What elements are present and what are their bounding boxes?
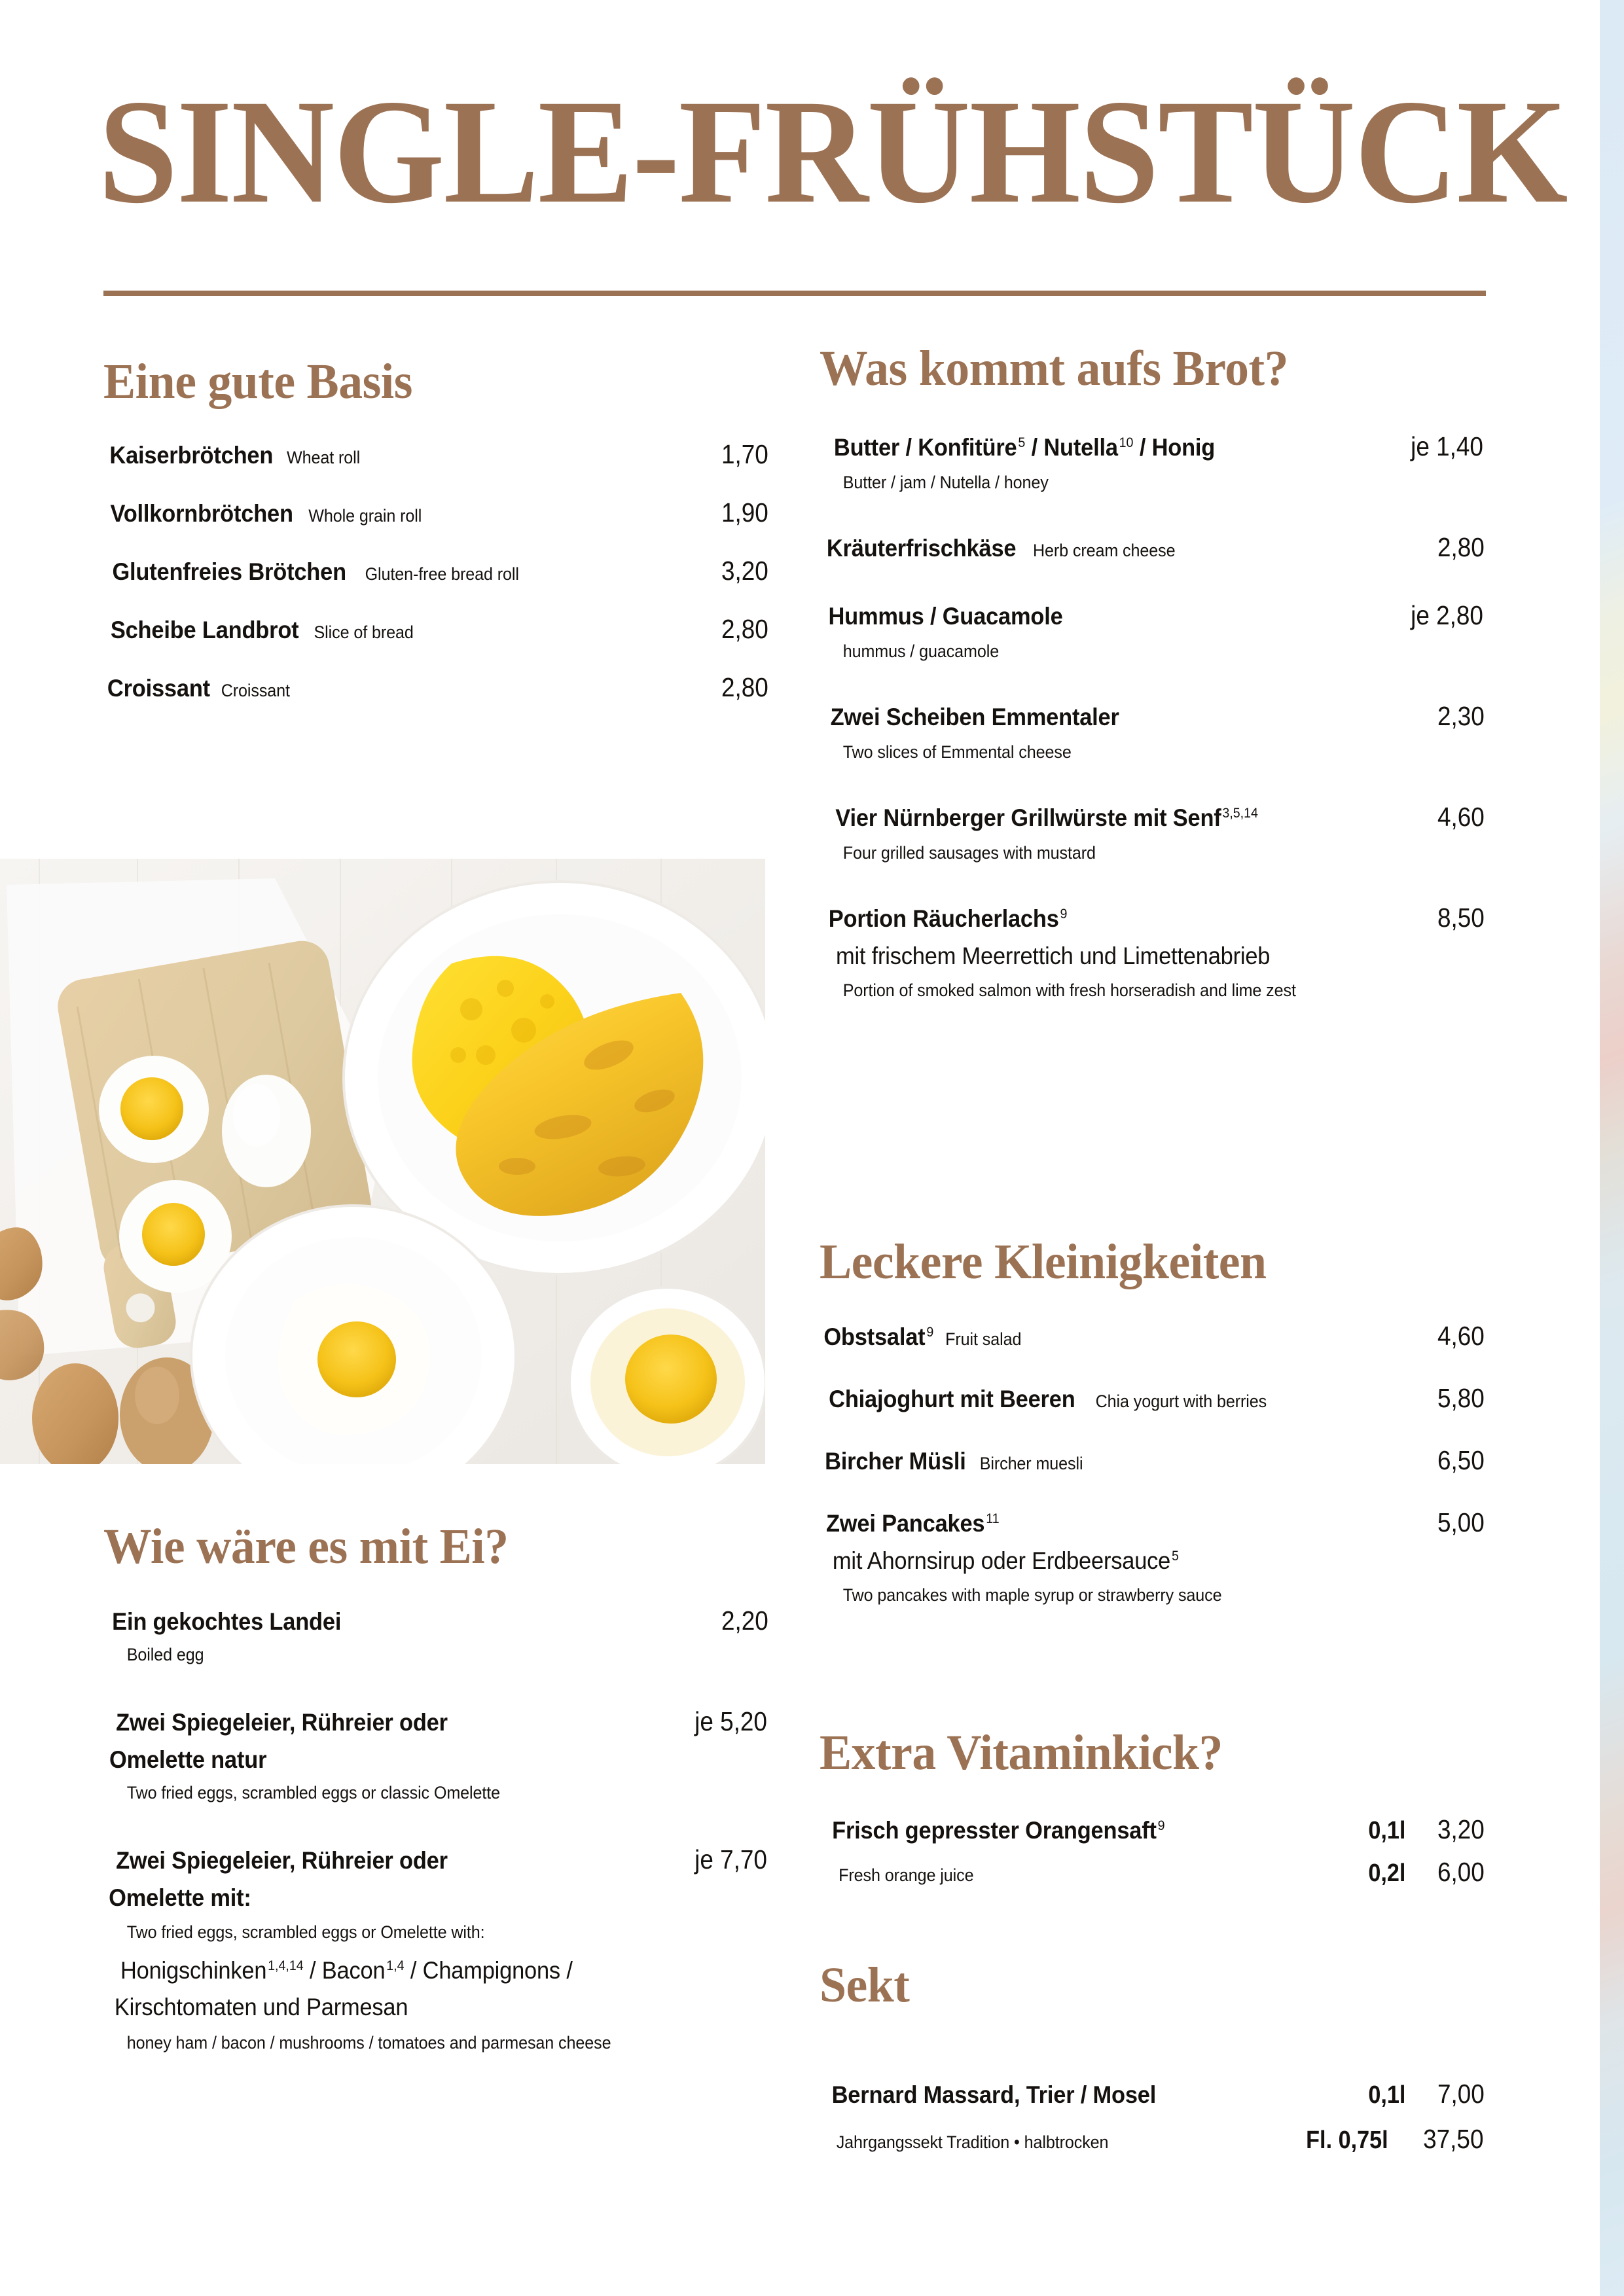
allergen-marker: 5 [1171,1548,1179,1564]
allergen-marker: 1,4,14 [268,1958,304,1973]
item-price: 3,20 [721,556,769,586]
item-name-de: Zwei Pancakes$^{11}$ [825,1510,1000,1537]
item-name-en: Gluten-free bread roll [365,564,520,584]
item-price: je 5,20 [695,1706,767,1736]
item-name-en: Herb cream cheese [1033,541,1176,560]
item-name-de: Glutenfreies Brötchen [112,558,346,585]
item-name-en: Bircher muesli [979,1454,1083,1473]
item-name-de-line2: mit frischem Meerrettich und Limettenabrieb [835,942,1271,969]
item-name-en: Portion of smoked salmon with fresh horseradish and lime zest [842,980,1296,1000]
section-brot [820,341,1487,1001]
item-name-en: Slice of bread [314,622,414,642]
section-heading-basis: Eine gute Basis [103,354,412,409]
menu-row [103,672,771,703]
item-name-en: Two fried eggs, scrambled eggs or Omelette with: [126,1922,485,1942]
item-price: 3,20 [1437,1814,1485,1844]
section-kleinigkeiten [820,1234,1487,1605]
omelette-fillings-line2: Kirschtomaten und Parmesan [114,1994,408,2020]
item-name-en: Butter / jam / Nutella / honey [842,473,1049,492]
allergen-marker: 3,5,14 [1222,805,1258,821]
item-price: 37,50 [1423,2124,1484,2154]
item-name-en: hummus / guacamole [842,641,1000,661]
menu-row [820,802,1487,833]
item-name-en: Two slices of Emmental cheese [842,742,1072,762]
item-name-de: Frisch gepresster Orangensaft$^9$ [832,1817,1165,1844]
item-name-de: Zwei Spiegeleier, Rühreier oder [116,1709,448,1736]
item-name-en: Boiled egg [126,1645,204,1664]
menu-row [820,1321,1487,1352]
item-price: 2,80 [1437,532,1485,562]
item-price: 6,00 [1437,1857,1485,1887]
decorative-edge-strip [1600,0,1624,2296]
item-name-de-line2: mit Ahornsirup oder Erdbeersauce$^5$ [832,1547,1179,1574]
item-name-en: Croissant [221,681,290,700]
item-name-en: Four grilled sausages with mustard [842,843,1096,863]
item-name-en: Whole grain roll [308,506,422,526]
menu-row [820,532,1487,563]
item-volume: Fl. 0,75l [1306,2126,1388,2154]
allergen-marker: 11 [986,1511,1000,1526]
item-price: 2,80 [721,614,769,644]
item-price: 2,30 [1437,701,1485,731]
menu-row [103,497,771,528]
item-name-de-line2: Omelette natur [109,1746,267,1773]
item-description: Jahrgangssekt Tradition • halbtrocken [836,2132,1109,2152]
item-name-de: Hummus / Guacamole [828,603,1063,630]
section-heading-brot: Was kommt aufs Brot? [820,341,1288,396]
item-name-de: Vier Nürnberger Grillwürste mit Senf$^{3,5,14}$ [835,804,1258,831]
section-heading-sekt: Sekt [820,1958,910,2013]
menu-row [820,2079,1487,2109]
item-name-en: Fresh orange juice [839,1865,974,1885]
item-name-en: Two pancakes with maple syrup or strawberry sauce [842,1585,1222,1605]
menu-row [103,614,771,645]
item-price: je 2,80 [1411,600,1483,630]
item-name-en: Fruit salad [945,1329,1021,1349]
item-name-de: Kräuterfrischkäse [826,535,1017,562]
allergen-marker: 10 [1119,435,1134,450]
item-price: 6,50 [1437,1445,1485,1475]
menu-row [103,439,771,470]
item-name-de: Chiajoghurt mit Beeren [829,1386,1075,1412]
item-price: 5,00 [1437,1507,1485,1537]
item-name-en: Chia yogurt with berries [1095,1391,1267,1411]
menu-row [820,431,1487,462]
item-name-de: Vollkornbrötchen [110,500,293,527]
omelette-fillings-line1: Honigschinken$^{1,4,14}$ / Bacon$^{1,4}$ / Champignons / [120,1957,573,1984]
item-name-en: Two fried eggs, scrambled eggs or classic Omelette [126,1783,501,1803]
menu-row [820,1857,1487,1888]
item-name-de: Butter / Konfitüre$^5$ / Nutella$^{10}$ / Honig [833,434,1216,461]
item-price: je 7,70 [695,1844,767,1874]
item-price: je 1,40 [1411,431,1483,461]
menu-row [103,1605,771,1636]
allergen-marker: 9 [926,1324,934,1340]
page-title: SINGLE-FRÜHSTÜCK [98,69,1567,234]
item-price: 1,90 [721,497,769,528]
allergen-marker: 1,4 [386,1958,405,1973]
breakfast-eggs-photo [0,859,765,1464]
allergen-marker: 5 [1018,435,1026,450]
item-name-de: Ein gekochtes Landei [112,1608,342,1635]
item-name-de: Bernard Massard, Trier / Mosel [831,2081,1157,2108]
section-basis [103,354,771,703]
section-vitamin [820,1725,1487,1888]
item-price: 2,20 [721,1605,769,1636]
item-name-de: Kaiserbrötchen [109,442,274,469]
item-name-en-2: honey ham / bacon / mushrooms / tomatoes and parmesan cheese [126,2033,611,2053]
section-heading-vitamin: Extra Vitaminkick? [820,1725,1223,1780]
item-name-en: Wheat roll [286,448,360,467]
section-sekt [820,1960,1487,2155]
section-heading-kleinigkeiten: Leckere Kleinigkeiten [820,1234,1267,1289]
item-name-de: Zwei Spiegeleier, Rühreier oder [116,1847,448,1874]
item-name-de: Scheibe Landbrot [110,617,299,643]
menu-row [820,903,1487,933]
item-price: 7,00 [1437,2079,1485,2109]
menu-row [103,556,771,586]
title-divider [103,291,1486,296]
menu-row [820,701,1487,732]
menu-row [820,2124,1487,2155]
item-name-de: Zwei Scheiben Emmentaler [830,704,1119,730]
allergen-marker: 9 [1157,1818,1165,1833]
item-price: 4,60 [1437,1321,1485,1351]
item-name-de: Croissant [107,675,210,702]
item-volume: 0,1l [1368,1817,1406,1844]
menu-row [820,1383,1487,1414]
menu-row [820,600,1487,631]
item-name-de: Bircher Müsli [825,1448,966,1475]
item-price: 5,80 [1437,1383,1485,1413]
item-name-de: Portion Räucherlachs$^9$ [828,905,1068,932]
item-volume: 0,2l [1368,1859,1406,1887]
item-name-de: Obstsalat$^9$ [823,1323,934,1350]
item-price: 1,70 [721,439,769,469]
item-volume: 0,1l [1368,2081,1406,2109]
item-price: 2,80 [721,672,769,702]
item-price: 4,60 [1437,802,1485,832]
menu-row [820,1507,1487,1538]
menu-row [103,1706,771,1737]
section-ei [103,1519,771,2053]
menu-row [820,1445,1487,1476]
section-heading-ei: Wie wäre es mit Ei? [103,1519,509,1574]
menu-row [103,1844,771,1875]
allergen-marker: 9 [1060,906,1068,922]
item-price: 8,50 [1437,903,1485,933]
item-name-de-line2: Omelette mit: [109,1884,251,1911]
menu-row [820,1814,1487,1845]
